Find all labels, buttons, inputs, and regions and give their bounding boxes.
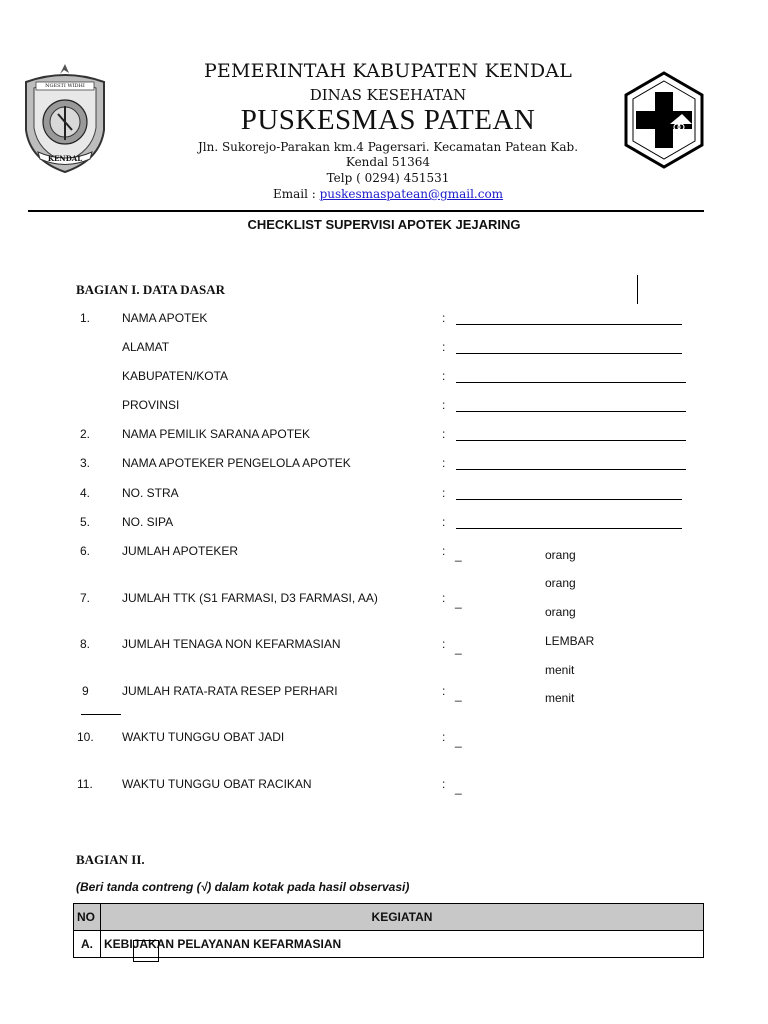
item-label: JUMLAH RATA-RATA RESEP PERHARI bbox=[122, 684, 338, 698]
item-colon: : bbox=[442, 515, 446, 529]
answer-blank[interactable]: _ bbox=[455, 734, 462, 748]
document-title: CHECKLIST SUPERVISI APOTEK JEJARING bbox=[247, 217, 521, 232]
item-label: KABUPATEN/KOTA bbox=[122, 369, 229, 383]
answer-line-apoteker-pengelola[interactable] bbox=[456, 469, 686, 470]
item-colon: : bbox=[442, 369, 446, 383]
item-number: 4. bbox=[80, 486, 91, 500]
unit-label: orang bbox=[545, 548, 576, 562]
item-colon: : bbox=[442, 311, 446, 325]
table-header-row bbox=[74, 904, 704, 931]
observation-checkbox[interactable] bbox=[133, 940, 159, 962]
letterhead-institution: PUSKESMAS PATEAN bbox=[240, 104, 536, 136]
answer-line-alamat[interactable] bbox=[456, 353, 682, 354]
item-label: NAMA APOTEKER PENGELOLA APOTEK bbox=[122, 456, 351, 470]
letterhead-email-line bbox=[180, 187, 596, 201]
item-number: 1. bbox=[80, 311, 91, 325]
item-number: 6. bbox=[80, 544, 91, 558]
puskesmas-logo-icon bbox=[622, 70, 706, 170]
item-number: 2. bbox=[80, 427, 91, 441]
row-kegiatan: KEBIJAKAN PELAYANAN KEFARMASIAN bbox=[101, 931, 704, 958]
section-2-heading: BAGIAN II. bbox=[76, 852, 145, 867]
item-colon: : bbox=[442, 591, 446, 605]
seal-banner-text: KENDAL bbox=[47, 154, 83, 163]
item-label: NAMA APOTEK bbox=[122, 311, 208, 325]
answer-line-provinsi[interactable] bbox=[456, 411, 686, 412]
answer-blank[interactable]: _ bbox=[455, 595, 462, 609]
item-colon: : bbox=[442, 544, 446, 558]
letterhead-phone: Telp ( 0294) 451531 bbox=[326, 171, 450, 185]
item-colon: : bbox=[442, 777, 446, 791]
unit-label: menit bbox=[545, 663, 575, 677]
item-number: 10. bbox=[77, 730, 94, 744]
item-colon: : bbox=[442, 340, 446, 354]
answer-blank[interactable]: _ bbox=[455, 641, 462, 655]
letterhead-government: PEMERINTAH KABUPATEN KENDAL bbox=[203, 60, 573, 82]
item-label: JUMLAH TTK (S1 FARMASI, D3 FARMASI, AA) bbox=[122, 591, 378, 605]
seal-motto: NGESTI WIDHI bbox=[45, 83, 85, 89]
item-number: 9 bbox=[82, 684, 89, 698]
item-number: 3. bbox=[80, 456, 91, 470]
unit-label: orang bbox=[545, 605, 576, 619]
unit-label: orang bbox=[545, 576, 576, 590]
item-label: NO. STRA bbox=[122, 486, 179, 500]
answer-line-kabupaten[interactable] bbox=[456, 382, 686, 383]
section-1-heading: BAGIAN I. DATA DASAR bbox=[76, 282, 226, 297]
item-label: PROVINSI bbox=[122, 398, 180, 412]
section-2-instruction: (Beri tanda contreng (√) dalam kotak pada hasil observasi) bbox=[76, 880, 410, 894]
letterhead-divider bbox=[28, 210, 704, 212]
answer-blank[interactable]: _ bbox=[455, 548, 462, 562]
item-colon: : bbox=[442, 730, 446, 744]
item-colon: : bbox=[442, 486, 446, 500]
letterhead-address: Jln. Sukorejo-Parakan km.4 Pagersari. Kecamatan Patean Kab. Kendal 51364 bbox=[197, 140, 579, 169]
item-label: NAMA PEMILIK SARANA APOTEK bbox=[122, 427, 311, 441]
answer-line-pemilik[interactable] bbox=[456, 440, 686, 441]
row-number: A. bbox=[74, 931, 101, 958]
unit-label: LEMBAR bbox=[545, 634, 595, 648]
item-label: WAKTU TUNGGU OBAT JADI bbox=[122, 730, 285, 744]
answer-blank[interactable]: _ bbox=[455, 688, 462, 702]
stray-underline bbox=[81, 714, 121, 715]
answer-blank[interactable]: _ bbox=[455, 781, 462, 795]
item-label: WAKTU TUNGGU OBAT RACIKAN bbox=[122, 777, 312, 791]
answer-line-stra[interactable] bbox=[456, 499, 682, 500]
item-number: 5. bbox=[80, 515, 91, 529]
item-label: NO. SIPA bbox=[122, 515, 174, 529]
item-colon: : bbox=[442, 398, 446, 412]
column-header-no: NO bbox=[74, 904, 101, 931]
item-number: 7. bbox=[80, 591, 91, 605]
item-number: 8. bbox=[80, 637, 91, 651]
email-label: Email : bbox=[272, 187, 320, 201]
answer-line-nama-apotek[interactable] bbox=[456, 324, 682, 325]
item-label: JUMLAH TENAGA NON KEFARMASIAN bbox=[122, 637, 341, 651]
item-colon: : bbox=[442, 456, 446, 470]
checklist-table bbox=[73, 903, 704, 958]
item-colon: : bbox=[442, 427, 446, 441]
answer-line-sipa[interactable] bbox=[456, 528, 682, 529]
column-header-kegiatan: KEGIATAN bbox=[101, 904, 704, 931]
kendal-seal-icon bbox=[20, 60, 110, 176]
item-label: ALAMAT bbox=[122, 340, 170, 354]
item-number: 11. bbox=[77, 777, 93, 791]
unit-label: menit bbox=[545, 691, 575, 705]
item-colon: : bbox=[442, 637, 446, 651]
text-cursor bbox=[637, 275, 638, 304]
letterhead-department: DINAS KESEHATAN bbox=[309, 86, 467, 104]
table-row bbox=[74, 931, 704, 958]
item-label: JUMLAH APOTEKER bbox=[122, 544, 239, 558]
item-colon: : bbox=[442, 684, 446, 698]
email-link[interactable]: puskesmaspatean@gmail.com bbox=[319, 187, 504, 201]
